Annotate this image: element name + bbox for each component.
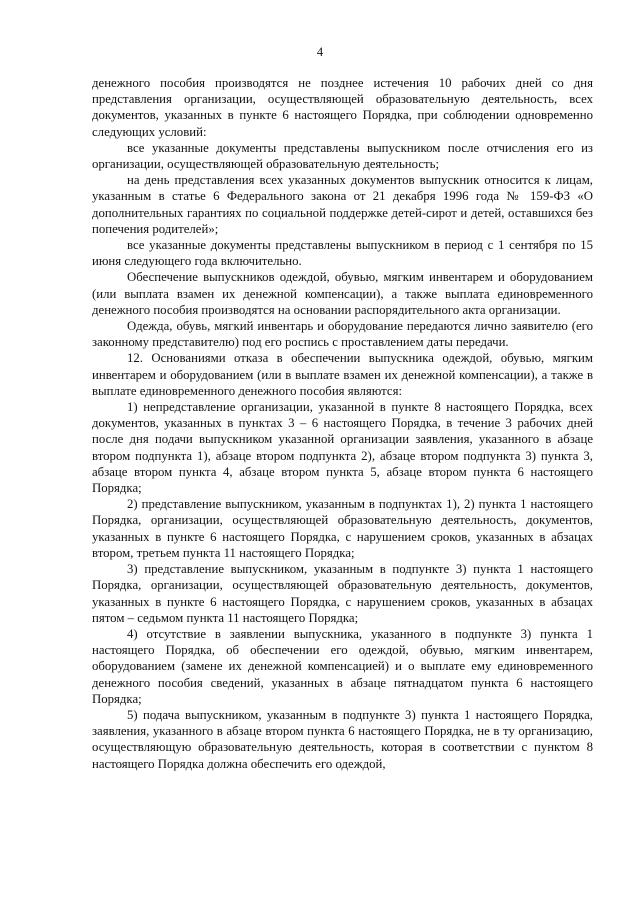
paragraph-condition-3: все указанные документы представлены выпускником в период с 1 сентября по 15 июня следующего года включительно. (92, 238, 593, 269)
paragraph-item-12: 12. Основаниями отказа в обеспечении выпускника одеждой, обувью, мягким инвентарем и оборудованием (или в выплате взамен их денежной компенсации), а также в выплате единовременного денежного пособия являются: (92, 351, 593, 398)
page-number: 4 (316, 45, 324, 59)
paragraph-condition-1: все указанные документы представлены выпускником после отчисления его из организации, осуществляющей образовательную деятельность; (92, 140, 593, 172)
document-body (92, 75, 593, 772)
paragraph-condition-2: на день представления всех указанных документов выпускник относится к лицам, указанным в статье 6 Федерального закона от 21 декабря 1996 года № 159-ФЗ «О дополнительных гарантиях по социальной поддержке детей-сирот и детей, оставшихся без попечения родителей»; (92, 173, 593, 236)
paragraph-refusal-4: 4) отсутствие в заявлении выпускника, указанного в подпункте 3) пункта 1 настоящего Порядка, об обеспечении его одеждой, обувью, мягким инвентарем, оборудованием (замене их денежной компенсацией) и о выплате ему единовременного денежного пособия сведений, указанных в абзаце пятнадцатом пункта 6 настоящего Порядка; (92, 626, 593, 706)
paragraph-handover: Одежда, обувь, мягкий инвентарь и оборудование передаются лично заявителю (его законному представителю) под его роспись с проставлением даты передачи. (92, 319, 593, 350)
paragraph-provision-basis: Обеспечение выпускников одеждой, обувью, мягким инвентарем и оборудованием (или выплата взамен их денежной компенсации), а также выплата единовременного денежного пособия производятся на основании распорядительного акта организации. (92, 270, 593, 317)
paragraph-refusal-2: 2) представление выпускником, указанным в подпунктах 1), 2) пункта 1 настоящего Порядка, организации, осуществляющей образовательную деятельность, документов, указанных в пункте 6 настоящего Порядка, с нарушением сроков, указанных в абзацах втором, третьем пункта 11 настоящего Порядка; (92, 497, 593, 560)
paragraph-refusal-5: 5) подача выпускником, указанным в подпункте 3) пункта 1 настоящего Порядка, заявления, указанного в абзаце втором пункта 6 настоящего Порядка, не в ту организацию, осуществляющую образовательную деятельность, которая в соответствии с пунктом 8 настоящего Порядка должна обеспечить его одеждой, (92, 707, 593, 771)
paragraph-refusal-3: 3) представление выпускником, указанным в подпункте 3) пункта 1 настоящего Порядка, организации, осуществляющей образовательную деятельность, документов, указанных в пункте 6 настоящего Порядка, с нарушением сроков, указанных в абзацах пятом – седьмом пункта 11 настоящего Порядка; (92, 562, 593, 625)
paragraph-continuation: денежного пособия производятся не позднее истечения 10 рабочих дней со дня представления организации, осуществляющей образовательную деятельность, всех документов, указанных в пункте 6 настоящего Порядка, при соблюдении одновременно следующих условий: (92, 76, 593, 139)
paragraph-refusal-1: 1) непредставление организации, указанной в пункте 8 настоящего Порядка, всех документов, указанных в пунктах 3 – 6 настоящего Порядка, в течение 3 рабочих дней после дня подачи выпускником указанной организации заявления, указанного в абзаце втором подпункта 1), абзаце втором подпункта 2), абзаце втором подпункта 3) пункта 3, абзаце втором пункта 4, абзаце втором пункта 5, абзаце втором пункта 6 настоящего Порядка; (92, 400, 593, 496)
